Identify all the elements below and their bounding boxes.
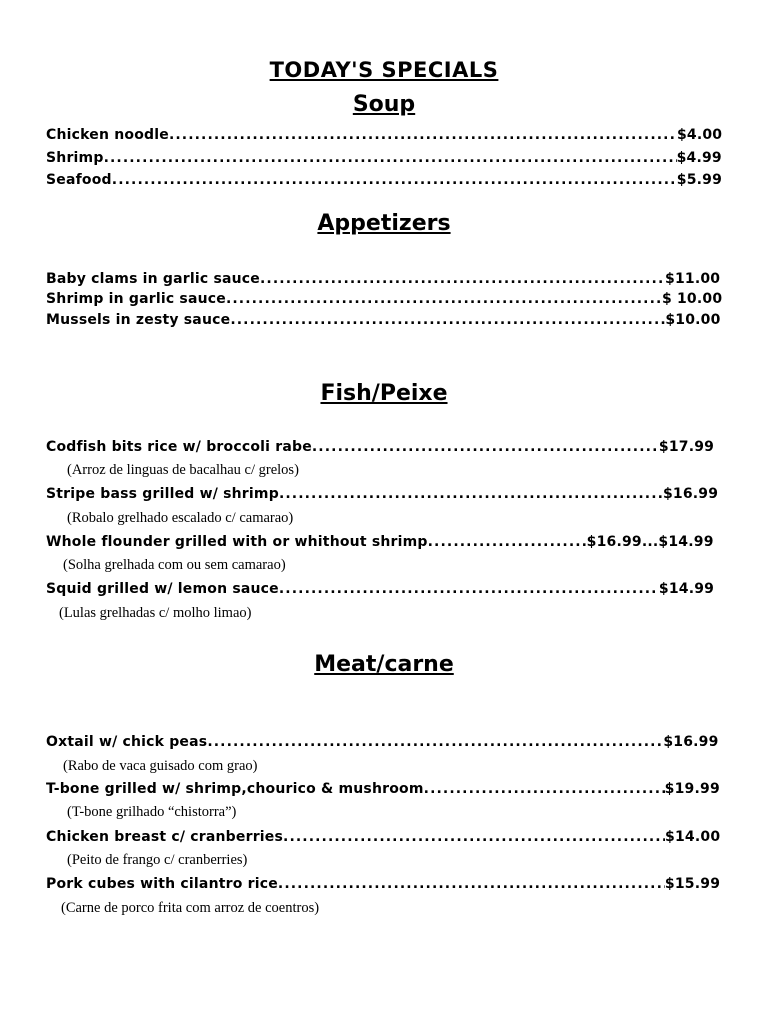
item-translation: (Lulas grelhadas c/ molho limao) — [59, 605, 252, 621]
dot-leader — [169, 124, 677, 146]
section-heading-soup: Soup — [352, 92, 416, 117]
item-translation: (Arroz de linguas de bacalhau c/ grelos) — [67, 462, 299, 478]
menu-item-baby-clams — [46, 268, 720, 290]
dot-leader — [230, 309, 665, 331]
item-price: $14.99 — [658, 581, 715, 597]
item-price: $14.00 — [665, 829, 721, 845]
item-price: $19.99 — [664, 781, 720, 797]
section-heading-fish: Fish/Peixe — [320, 381, 448, 406]
item-name: Chicken breast c/ cranberries — [46, 829, 284, 845]
menu-item-chicken-breast — [46, 826, 720, 848]
dot-leader — [207, 731, 663, 753]
item-price: $15.99 — [664, 876, 721, 892]
item-price: $16.99...$14.99 — [586, 534, 714, 550]
item-price: $5.99 — [676, 172, 723, 188]
item-price: $11.00 — [665, 271, 721, 287]
dot-leader — [283, 826, 665, 848]
dot-leader — [428, 531, 587, 553]
item-name: Squid grilled w/ lemon sauce — [46, 581, 279, 597]
page-title: TODAY'S SPECIALS — [269, 58, 499, 82]
menu-item-shrimp-garlic — [46, 288, 722, 310]
item-name: Mussels in zesty sauce — [46, 312, 231, 328]
menu-item-squid — [46, 578, 714, 600]
item-translation: (T-bone grilhado “chistorra”) — [67, 804, 237, 820]
item-name: Baby clams in garlic sauce — [46, 271, 261, 287]
menu-item-shrimp — [46, 147, 722, 169]
item-price: $4.99 — [676, 150, 722, 166]
item-translation: (Solha grelhada com ou sem camarao) — [63, 557, 286, 573]
dot-leader — [104, 147, 677, 169]
item-name: Oxtail w/ chick peas — [46, 734, 208, 750]
section-heading-appetizers: Appetizers — [317, 211, 451, 236]
item-price: $16.99 — [663, 734, 719, 750]
item-name: Seafood — [46, 172, 112, 188]
item-translation: (Robalo grelhado escalado c/ camarao) — [67, 510, 294, 526]
item-price: $ 10.00 — [661, 291, 723, 307]
menu-item-seafood — [46, 169, 722, 191]
item-name: Shrimp in garlic sauce — [46, 291, 226, 307]
item-name: Pork cubes with cilantro rice — [46, 876, 278, 892]
item-translation: (Carne de porco frita com arroz de coentros) — [61, 900, 320, 916]
dot-leader — [226, 288, 662, 310]
menu-item-mussels — [46, 309, 720, 331]
menu-item-codfish — [46, 436, 714, 458]
menu-item-pork-cubes — [46, 873, 720, 895]
dot-leader — [260, 268, 665, 290]
menu-item-chicken-noodle — [46, 124, 722, 146]
item-translation: (Rabo de vaca guisado com grao) — [63, 758, 258, 774]
item-name: Shrimp — [46, 150, 104, 166]
item-price: $16.99 — [662, 486, 719, 502]
dot-leader — [312, 436, 659, 458]
dot-leader — [279, 483, 663, 505]
item-translation: (Peito de frango c/ cranberries) — [67, 852, 248, 868]
item-name: Chicken noodle — [46, 127, 169, 143]
item-name: Codfish bits rice w/ broccoli rabe — [46, 439, 312, 455]
dot-leader — [112, 169, 677, 191]
item-name: Stripe bass grilled w/ shrimp — [46, 486, 279, 502]
item-price: $4.00 — [676, 127, 723, 143]
dot-leader — [424, 778, 665, 800]
menu-item-oxtail — [46, 731, 718, 753]
item-name: Whole flounder grilled with or whithout shrimp — [46, 534, 428, 550]
dot-leader — [279, 578, 659, 600]
item-price: $17.99 — [658, 439, 715, 455]
item-name: T-bone grilled w/ shrimp,chourico & mushroom — [46, 781, 424, 797]
item-price: $10.00 — [665, 312, 721, 328]
menu-item-flounder — [46, 531, 714, 553]
menu-item-stripe-bass — [46, 483, 718, 505]
dot-leader — [278, 873, 665, 895]
section-heading-meat: Meat/carne — [314, 652, 454, 677]
menu-item-t-bone — [46, 778, 720, 800]
